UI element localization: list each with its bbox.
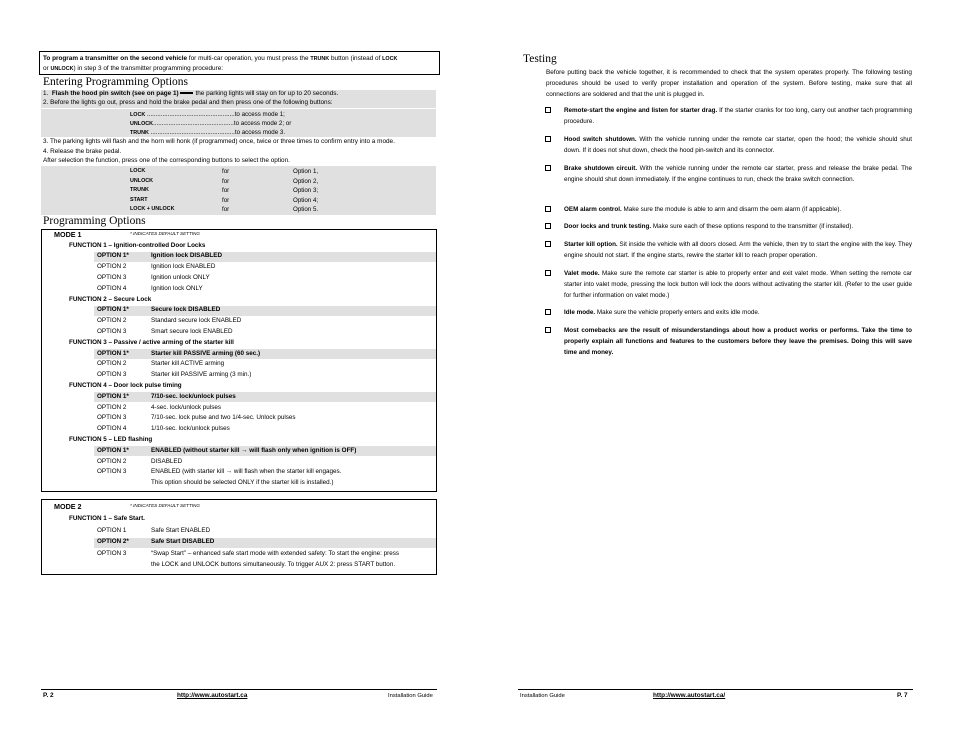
option-desc: Ignition lock ONLY	[151, 284, 203, 292]
mode-row-button: TRUNK	[130, 130, 149, 136]
option-label: OPTION 2	[97, 403, 127, 411]
mode-row-button: UNLOCK	[130, 121, 154, 127]
option-label: OPTION 1	[97, 526, 127, 534]
test-item-body: If the starter cranks for too long, carry out another tach programming procedure.	[564, 107, 912, 125]
test-item	[546, 134, 912, 156]
option-label: OPTION 3	[97, 468, 127, 476]
test-item-body: Make sure the module is able to arm and disarm the oem alarm (if applicable).	[621, 206, 842, 213]
option-row-option: Option 2,	[293, 177, 319, 185]
intro-bold: To program a transmitter on the second vehicle	[43, 55, 188, 62]
test-item-text	[564, 163, 912, 185]
option-row-option: Option 1,	[293, 168, 319, 175]
test-item	[546, 239, 912, 261]
test-item-body: With the vehicle running under the remote car starter, press and release the brake pedal. The engine should shut down immediately. If the engine continues to run, check the brake switch connection.	[564, 165, 912, 183]
option-desc: 7/10-sec. lock pulse and two 1/4-sec. Unlock pulses	[151, 414, 296, 422]
option-desc: 1/10-sec. lock/unlock pulses	[151, 425, 230, 433]
option-label: OPTION 3	[97, 273, 127, 281]
mode2-note: * INDICATES DEFAULT SETTING	[130, 503, 200, 508]
option-desc: Starter kill PASSIVE arming (60 sec.)	[151, 349, 261, 357]
test-item-text	[564, 325, 912, 358]
test-item-text	[564, 134, 912, 156]
option-desc: Ignition lock ENABLED	[151, 263, 216, 271]
option-desc: Secure lock DISABLED	[151, 306, 221, 314]
checkbox-icon	[545, 165, 551, 171]
step-1-text: the parking lights will stay on for up to 20 seconds.	[193, 90, 339, 97]
option-label: OPTION 1*	[97, 252, 129, 260]
option-label: OPTION 1*	[97, 349, 129, 357]
option-row-button: TRUNK	[130, 187, 149, 194]
left-page-number: P. 2	[43, 692, 54, 699]
mode1-label: MODE 1	[54, 230, 82, 239]
option-label: OPTION 3	[97, 414, 127, 422]
option-row-button: START	[130, 196, 148, 203]
test-item-bold: Most comebacks are the result of misunderstandings about how a product works or performs. Take the time to properly explain all functions and features to the customers before they leave the premises. Doing this will save time and money.	[564, 327, 912, 356]
option-row-for: for	[222, 206, 230, 214]
option-label: OPTION 4	[97, 425, 127, 433]
checkbox-icon	[545, 107, 551, 113]
default-row-bg	[94, 252, 436, 262]
checkbox-icon	[545, 241, 551, 247]
step-2: 2. Before the lights go out, press and hold the brake pedal and then press one of the following buttons:	[43, 99, 333, 106]
testing-intro: Before putting back the vehicle together, it is recommended to check that the system operates properly. The following testing procedures should be used to verify proper installation and operation of the system. Before testing, make sure that all connections are soldered and that the unit is plugged in.	[546, 69, 912, 98]
function-heading: FUNCTION 1 – Safe Start.	[69, 515, 145, 522]
option-label: OPTION 1*	[97, 306, 129, 314]
mode-row-text: to access mode 2; or	[233, 120, 292, 127]
function-heading: FUNCTION 5 – LED flashing	[69, 435, 153, 443]
testing-title: Testing	[523, 53, 557, 65]
intro-text-4: ) in step 3 of the transmitter programming procedure:	[73, 65, 224, 72]
option-row-button: LOCK + UNLOCK	[130, 206, 175, 213]
option-label: OPTION 4	[97, 284, 127, 292]
option-row-button: LOCK	[130, 168, 146, 174]
left-footer-url[interactable]: http://www.autostart.ca	[177, 692, 248, 699]
option-desc: Smart secure lock ENABLED	[151, 327, 233, 335]
mode-row-button: LOCK	[130, 112, 146, 118]
mode2-label: MODE 2	[54, 502, 82, 511]
default-row-bg	[94, 349, 436, 359]
test-item-text	[564, 204, 912, 215]
checkbox-icon	[545, 136, 551, 142]
test-item-body: Sit inside the vehicle with all doors closed. Arm the vehicle, then try to start the engine with the key. They engine should not start. If the engine starts, rewire the starter kill to reach proper operation.	[564, 241, 912, 259]
option-row-option: Option 5.	[293, 206, 319, 214]
checkbox-icon	[545, 309, 551, 315]
right-footer-url-wrap	[653, 690, 725, 702]
test-item-bold: Remote-start the engine and listen for starter drag.	[564, 107, 718, 114]
test-item	[546, 163, 912, 185]
intro-text: for multi-car operation, you must press the	[187, 55, 311, 62]
option-label: OPTION 2	[97, 360, 127, 368]
option-row-option: Option 4;	[293, 196, 319, 204]
test-item-text	[564, 307, 912, 318]
option-rows-bg	[41, 166, 436, 215]
intro-unlock: UNLOCK	[50, 66, 74, 72]
intro-text-3: or	[43, 65, 51, 72]
option-row-option: Option 3;	[293, 187, 319, 195]
right-footer-guide: Installation Guide	[520, 693, 565, 699]
function-heading: FUNCTION 3 – Passive / active arming of the starter kill	[69, 338, 234, 346]
step-3: 3. The parking lights will flash and the horn will honk (if programmed) once, twice or three times to confirm entry into a mode.	[43, 138, 395, 145]
mode-row-dots: ...............................................	[153, 120, 234, 127]
option-row-for: for	[222, 196, 230, 204]
checkbox-icon	[545, 270, 551, 276]
test-item-bold: Brake shutdown circuit.	[564, 165, 638, 172]
dash-mark	[180, 92, 193, 94]
option-desc: “Swap Start” – enhanced safe start mode with extended safety: To start the engine: press	[151, 549, 400, 557]
test-item-bold: OEM alarm control.	[564, 206, 622, 213]
left-footer-url-wrap	[177, 690, 247, 702]
checkbox-icon	[545, 206, 551, 212]
right-page-number: P. 7	[897, 692, 908, 699]
test-item	[546, 325, 912, 358]
default-row-bg	[94, 306, 436, 316]
option-desc: Starter kill ACTIVE arming	[151, 360, 225, 368]
entering-title: Entering Programming Options	[43, 76, 189, 88]
option-row-for: for	[222, 177, 230, 185]
mode-row-text: to access mode 3.	[234, 129, 286, 136]
test-item-body: Make sure the remote car starter is able to properly enter and exit valet mode. When setting the remote car starter into valet mode, pressing the lock button will lock the doors without activating the starter kill. (Refer to the user guide for further information on valet mode.)	[564, 270, 912, 299]
step-1-num: 1.	[43, 90, 49, 97]
programming-title: Programming Options	[43, 215, 146, 227]
option-desc: Ignition lock DISABLED	[151, 252, 223, 260]
test-item-body: With the vehicle running under the remote car starter, open the hood; the vehicle should shut down. If it does not shut down, check the hood pin-switch and its connector.	[564, 136, 912, 154]
test-item-text	[564, 239, 912, 261]
mode-row-text: to access mode 1;	[234, 111, 285, 118]
option-desc: Starter kill PASSIVE arming (3 min.)	[151, 371, 252, 379]
option-row-for: for	[222, 187, 230, 195]
intro-box	[39, 51, 440, 75]
option-label: OPTION 1*	[97, 446, 129, 454]
mode-row-dots: .................................................	[148, 129, 235, 136]
test-item-bold: Valet mode.	[564, 270, 600, 277]
function-heading: FUNCTION 1 – Ignition-controlled Door Locks	[69, 241, 206, 249]
intro-trunk: TRUNK	[310, 56, 330, 62]
option-desc: Safe Start ENABLED	[151, 526, 211, 534]
option-label: OPTION 2	[97, 263, 127, 271]
option-label: OPTION 2*	[97, 538, 129, 546]
function-heading: FUNCTION 2 – Secure Lock	[69, 295, 152, 303]
option-label: OPTION 1*	[97, 392, 129, 400]
test-item-bold: Starter kill option.	[564, 241, 618, 248]
option-desc: ENABLED (without starter kill → will flash only when ignition is OFF)	[151, 446, 357, 454]
option-desc: Safe Start DISABLED	[151, 538, 215, 546]
intro-lock: LOCK	[382, 56, 398, 62]
test-item-text	[564, 268, 912, 301]
default-row-bg	[94, 392, 436, 402]
option-label: OPTION 3	[97, 327, 127, 335]
test-item-text	[564, 221, 912, 232]
mode-row-dots: ...................................................	[145, 111, 235, 118]
option-desc: Ignition unlock ONLY	[151, 273, 210, 281]
option-label: OPTION 2	[97, 317, 127, 325]
test-item-bold: Door locks and trunk testing.	[564, 223, 652, 230]
option-desc: This option should be selected ONLY if the starter kill is installed.)	[151, 479, 334, 487]
function-heading: FUNCTION 4 – Door lock pulse timing	[69, 381, 182, 389]
option-desc: 7/10-sec. lock/unlock pulses	[151, 392, 236, 400]
right-footer-url[interactable]: http://www.autostart.ca/	[653, 692, 726, 699]
test-item	[546, 268, 912, 301]
test-item	[546, 105, 912, 127]
test-item	[546, 204, 912, 215]
step-4: 4. Release the brake pedal.	[43, 148, 122, 155]
option-label: OPTION 3	[97, 549, 127, 557]
option-desc: ENABLED (with starter kill → will flash when the starter kill engages.	[151, 468, 342, 476]
mode1-note: * INDICATES DEFAULT SETTING	[130, 231, 200, 236]
option-label: OPTION 2	[97, 457, 127, 465]
step-1-bold: Flash the hood pin switch (see on page 1)	[51, 90, 179, 97]
option-desc: 4-sec. lock/unlock pulses	[151, 403, 221, 411]
checkbox-icon	[545, 223, 551, 229]
test-item	[546, 221, 912, 232]
option-label: OPTION 3	[97, 371, 127, 379]
after-text: After selection the function, press one of the corresponding buttons to select the option.	[43, 157, 290, 164]
test-item-bold: Idle mode.	[564, 309, 596, 316]
option-desc: Standard secure lock ENABLED	[151, 317, 242, 325]
test-item-body: Make sure the vehicle properly enters and exits idle mode.	[595, 309, 760, 316]
test-item-text	[564, 105, 912, 127]
intro-text-2: button (instead of	[329, 55, 383, 62]
default-row-bg	[94, 538, 436, 549]
checkbox-icon	[545, 327, 551, 333]
left-footer-guide: Installation Guide	[388, 693, 433, 699]
test-item-bold: Hood switch shutdown.	[564, 136, 637, 143]
option-desc: DISABLED	[151, 457, 183, 465]
option-row-button: UNLOCK	[130, 177, 154, 184]
option-row-for: for	[222, 168, 230, 175]
option-desc: the LOCK and UNLOCK buttons simultaneously. To trigger AUX 2: press START button.	[151, 561, 396, 569]
test-item-body: Make sure each of these options respond to the transmitter (if installed).	[651, 223, 854, 230]
test-item	[546, 307, 912, 318]
